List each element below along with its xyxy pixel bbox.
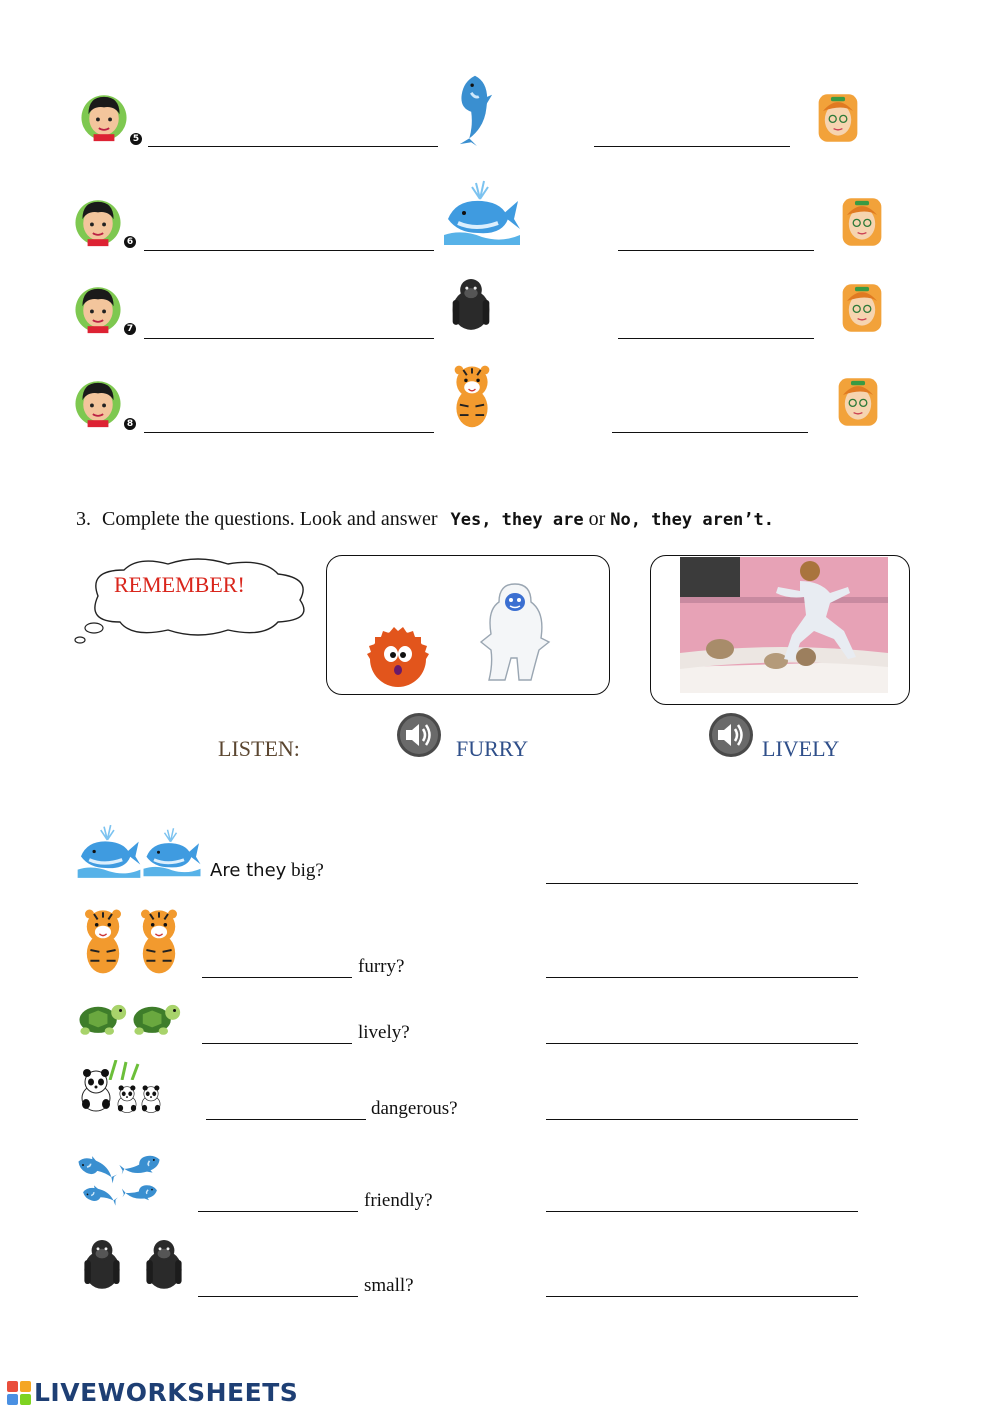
gorilla-image xyxy=(78,1232,126,1296)
turtle-image xyxy=(72,996,128,1040)
answer-blank-girl-6[interactable] xyxy=(618,228,814,251)
boy-avatar xyxy=(78,88,130,144)
audio-lively-label: LIVELY xyxy=(762,736,840,761)
row-number-badge: 7 xyxy=(124,323,136,335)
answer-no: No, they aren’t. xyxy=(610,510,774,530)
panda-image xyxy=(114,1084,140,1114)
turtle-image xyxy=(126,996,182,1040)
answer-blank-2[interactable] xyxy=(546,1021,858,1044)
question-word-5: small? xyxy=(364,1275,414,1296)
girl-avatar xyxy=(840,280,884,336)
dolphin-image xyxy=(78,1177,121,1213)
girl-jumping-photo xyxy=(680,557,888,693)
question-blank-4[interactable] xyxy=(198,1189,358,1212)
answer-blank-4[interactable] xyxy=(546,1189,858,1212)
row-number-badge: 5 xyxy=(130,133,142,145)
instruction-number: 3. xyxy=(76,508,91,530)
dolphin-image xyxy=(446,70,504,146)
bamboo-image xyxy=(104,1060,144,1080)
listen-label: LISTEN: xyxy=(218,736,300,761)
example-word: big? xyxy=(291,860,324,881)
whale-image xyxy=(76,818,142,880)
tiger-image xyxy=(76,904,130,978)
answer-blank-girl-5[interactable] xyxy=(594,124,790,147)
thought-cloud xyxy=(68,556,316,648)
audio-furry-label: FURRY xyxy=(456,736,529,761)
girl-avatar xyxy=(816,90,860,146)
answer-blank-boy-6[interactable] xyxy=(144,228,434,251)
answer-yes: Yes, they are xyxy=(450,510,584,530)
girl-avatar xyxy=(840,194,884,250)
whale-image xyxy=(442,174,522,246)
panda-image xyxy=(138,1084,164,1114)
audio-furry-speaker-icon[interactable] xyxy=(396,712,442,758)
answer-blank-boy-5[interactable] xyxy=(148,124,438,147)
boy-avatar xyxy=(72,280,124,336)
question-word-4: friendly? xyxy=(364,1190,433,1211)
tiger-image xyxy=(446,360,498,432)
answer-blank-boy-7[interactable] xyxy=(144,316,434,339)
answer-blank-5[interactable] xyxy=(546,1274,858,1297)
row-number-badge: 8 xyxy=(124,418,136,430)
audio-lively-speaker-icon[interactable] xyxy=(708,712,754,758)
yeti-image xyxy=(475,580,555,686)
example-question xyxy=(210,860,324,882)
row-number-badge: 6 xyxy=(124,236,136,248)
answer-blank-girl-8[interactable] xyxy=(612,410,808,433)
gorilla-image xyxy=(140,1232,188,1296)
furry-monster-image xyxy=(367,626,429,690)
logo-text: LIVEWORKSHEETS xyxy=(34,1378,299,1407)
question-word-2: lively? xyxy=(358,1022,410,1043)
remember-label: REMEMBER! xyxy=(114,572,245,597)
instruction-text: Complete the questions. Look and answer xyxy=(102,508,438,530)
question-blank-1[interactable] xyxy=(202,955,352,978)
answer-blank-3[interactable] xyxy=(546,1097,858,1120)
question-blank-2[interactable] xyxy=(202,1021,352,1044)
question-blank-5[interactable] xyxy=(198,1274,358,1297)
question-word-3: dangerous? xyxy=(371,1098,458,1119)
furry-picture-box xyxy=(326,555,610,695)
boy-avatar xyxy=(72,193,124,249)
whale-image xyxy=(142,822,202,878)
instruction xyxy=(76,508,774,531)
question-blank-3[interactable] xyxy=(206,1097,366,1120)
liveworksheets-logo xyxy=(6,1378,298,1407)
answer-blank-boy-8[interactable] xyxy=(144,410,434,433)
boy-avatar xyxy=(72,374,124,430)
example-answer-blank[interactable] xyxy=(546,861,858,884)
logo-mark-icon xyxy=(6,1380,32,1406)
or-word: or xyxy=(588,508,606,530)
answer-blank-girl-7[interactable] xyxy=(618,316,814,339)
question-word-1: furry? xyxy=(358,956,405,977)
example-prefix: Are they xyxy=(210,860,287,881)
gorilla-image xyxy=(446,272,496,336)
tiger-image xyxy=(132,904,186,978)
lively-picture-box xyxy=(650,555,910,705)
answer-blank-1[interactable] xyxy=(546,955,858,978)
dolphin-image xyxy=(120,1175,163,1211)
girl-avatar xyxy=(836,374,880,430)
